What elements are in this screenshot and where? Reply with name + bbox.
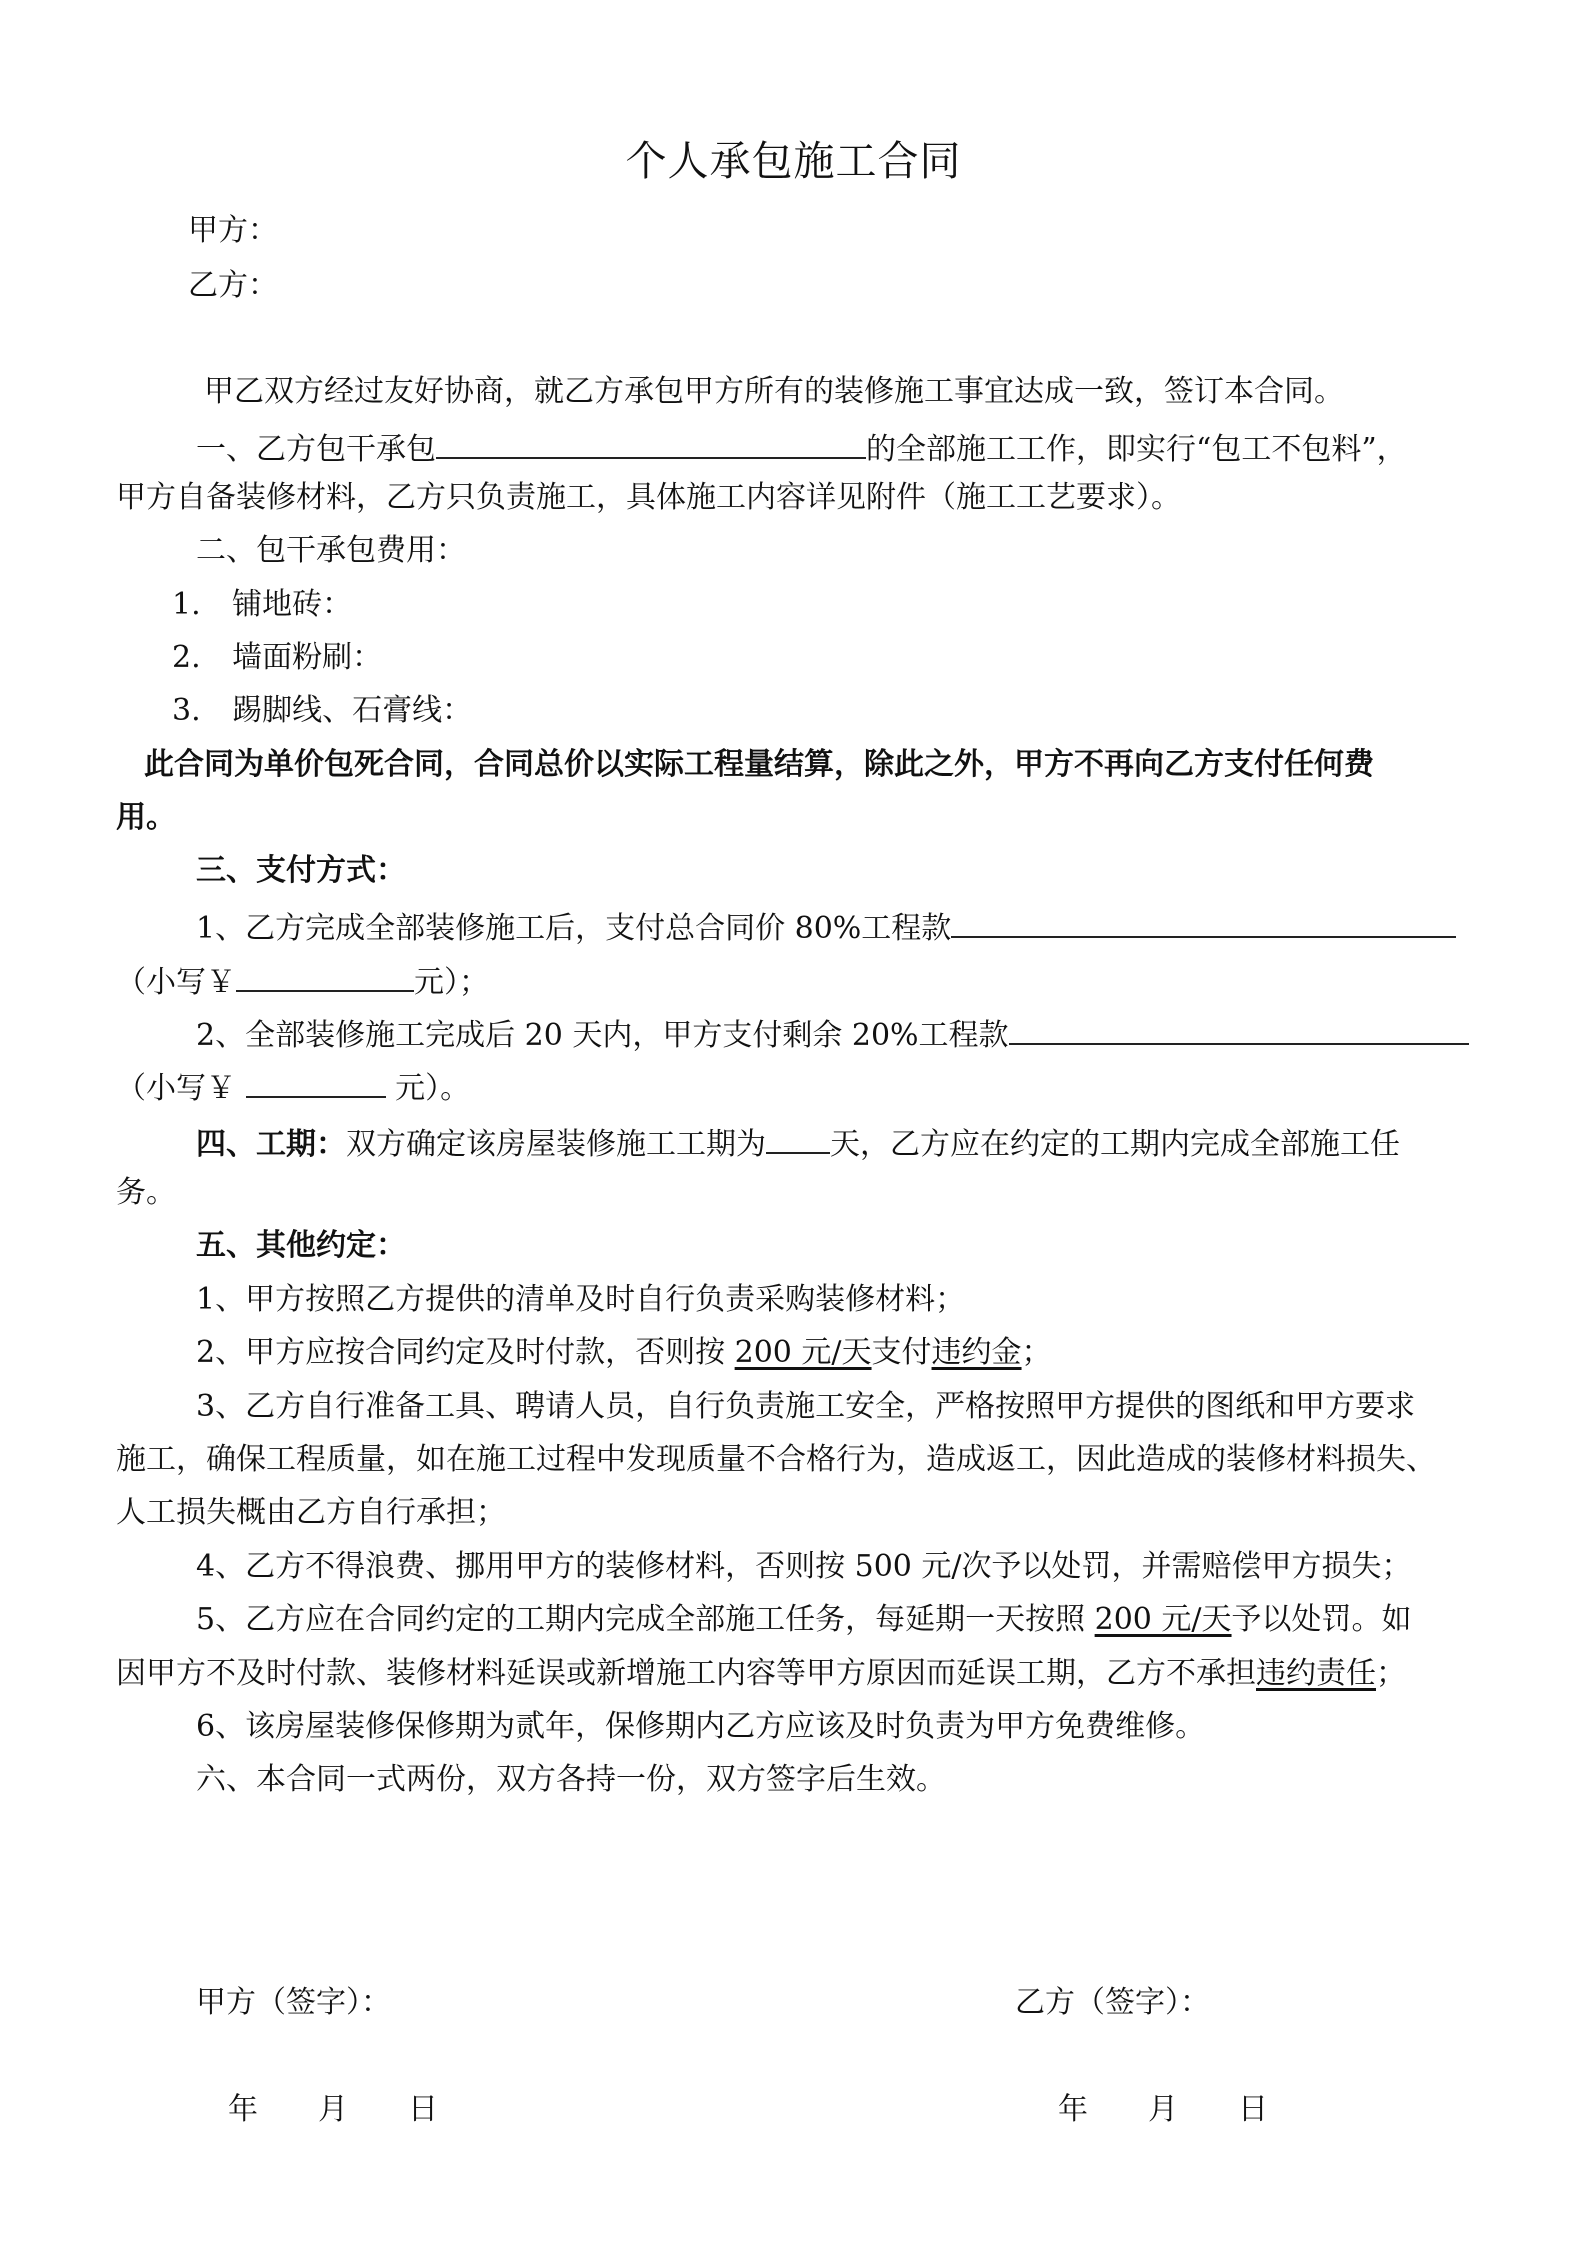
payment-2-line-1 [196,1011,1469,1056]
agreement-item-5-text-b: 予以处罚。如 [1231,1602,1412,1637]
agreement-item-3-line-2: 施工，确保工程质量，如在施工过程中发现质量不合格行为，造成返工，因此造成的装修材料损失、 [116,1442,1436,1477]
agreement-item-6: 6、该房屋装修保修期为贰年，保修期内乙方应该及时负责为甲方免费维修。 [196,1709,1206,1744]
party-b-label: 乙方： [188,268,278,303]
payment-2-small-open: （小写￥ [116,1071,246,1106]
section-6: 六、本合同一式两份，双方各持一份，双方签字后生效。 [196,1762,946,1797]
fee-item-text: 铺地砖： [232,587,353,622]
fee-item-number: 1. [172,587,201,622]
section-4-text-b: 天，乙方应在约定的工期内完成全部施工任 [830,1127,1400,1162]
fee-item [172,691,472,731]
section-1-text-b: 的全部施工工作，即实行“包工不包料”， [866,432,1407,467]
payment-1-small-blank [236,958,414,992]
agreement-item-3-line-3: 人工损失概由乙方自行承担； [116,1495,506,1530]
agreement-item-5-line-2 [116,1654,1406,1694]
section-4-heading: 四、工期： [196,1127,346,1162]
agreement-item-2-text-a: 2、甲方应按合同约定及时付款，否则按 [196,1335,735,1370]
payment-2-small-close: 元）。 [385,1071,471,1106]
fixed-price-note-line-2: 用。 [116,800,176,835]
page-title: 个人承包施工合同 [625,137,962,185]
payment-2-text: 2、全部装修施工完成后 20 天内，甲方支付剩余 20%工程款 [196,1018,1009,1053]
payment-1-line-1 [196,904,1456,949]
payment-1-small-close: 元）； [414,965,489,1000]
payment-1-line-2 [116,958,489,1003]
party-a-date: 年 月 日 [228,2092,438,2127]
section-2-heading: 二、包干承包费用： [196,533,466,568]
agreement-item-5-text-d: ； [1376,1656,1406,1691]
intro-paragraph: 甲乙双方经过友好协商，就乙方承包甲方所有的装修施工事宜达成一致，签订本合同。 [204,374,1344,409]
payment-2-line-2 [116,1064,470,1109]
party-b-signature-label: 乙方（签字）： [1015,1985,1210,2020]
agreement-item-5-text-c: 因甲方不及时付款、装修材料延误或新增施工内容等甲方原因而延误工期，乙方不承担 [116,1656,1256,1691]
fee-item-number: 2. [172,640,201,675]
section-5-heading: 五、其他约定： [196,1228,406,1263]
payment-1-text: 1、乙方完成全部装修施工后，支付总合同价 80%工程款 [196,911,952,946]
delay-penalty-rate: 200 元/天 [1094,1602,1232,1637]
payment-2-small-blank [246,1064,386,1098]
section-1-line-1 [196,425,1407,470]
agreement-item-3-line-1: 3、乙方自行准备工具、聘请人员，自行负责施工安全，严格按照甲方提供的图纸和甲方要求 [196,1389,1416,1424]
fee-item [172,585,352,625]
section-4-line-2: 务。 [116,1175,176,1210]
agreement-item-4: 4、乙方不得浪费、挪用甲方的装修材料，否则按 500 元/次予以处罚，并需赔偿甲方损失； [196,1549,1412,1584]
section-3-heading: 三、支付方式： [196,853,406,888]
section-1-text-a: 一、乙方包干承包 [196,432,436,467]
agreement-item-5-text-a: 5、乙方应在合同约定的工期内完成全部施工任务，每延期一天按照 [196,1602,1095,1637]
section-4-text-a: 双方确定该房屋装修施工工期为 [346,1127,766,1162]
agreement-item-2-text-c: ； [1021,1335,1052,1370]
agreement-item-1: 1、甲方按照乙方提供的清单及时自行负责采购装修材料； [196,1282,966,1317]
fee-item-text: 踢脚线、石膏线： [232,693,473,728]
penalty-rate: 200 元/天 [734,1335,872,1370]
section-1-line-2: 甲方自备装修材料，乙方只负责施工，具体施工内容详见附件（施工工艺要求）。 [116,480,1181,515]
agreement-item-5-line-1 [196,1600,1412,1640]
fee-item [172,638,382,678]
breach-liability: 违约责任 [1256,1656,1376,1691]
payment-1-amount-blank [951,904,1456,938]
fixed-price-note-line-1: 此合同为单价包死合同，合同总价以实际工程量结算，除此之外，甲方不再向乙方支付任何费 [144,747,1374,782]
payment-2-amount-blank [1009,1011,1469,1045]
fee-item-number: 3. [172,693,201,728]
section-4-line-1 [196,1120,1400,1165]
fee-item-text: 墙面粉刷： [232,640,383,675]
agreement-item-2-text-b: 支付 [871,1335,932,1370]
payment-1-small-open: （小写￥ [116,965,236,1000]
party-a-label: 甲方： [188,213,278,248]
liquidated-damages: 违约金 [931,1335,1022,1370]
agreement-item-2 [196,1333,1052,1373]
party-a-signature-label: 甲方（签字）： [196,1985,391,2020]
party-b-date: 年 月 日 [1058,2092,1268,2127]
duration-days-blank [766,1120,830,1154]
contract-scope-blank [436,425,866,459]
